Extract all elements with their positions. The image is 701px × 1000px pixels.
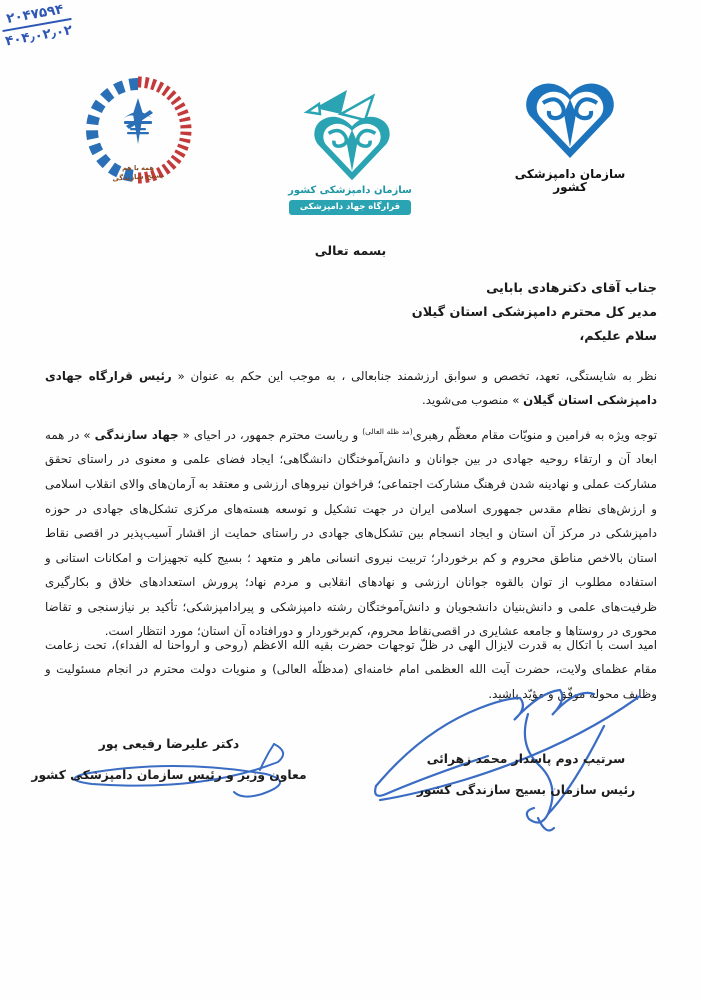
jahad-sazandegi-bold: جهاد سازندگی xyxy=(94,427,179,442)
p2-text-e: » در همه ابعاد آن و ارتقاء روحیه جهادی در بین جوانان و دانش‌آموختگان دانشگاهی؛ ایجاد فضای علمی و معنوی در راستای تحقق مشارکت عملی و نهادینه شدن فرهنگ مشارکت اجتماعی؛ فراخوان نیروهای ارزشی و معتقد به آرمان‌های والای انقلاب اسلامی و ارزش‌های نظام مقدس جمهوری اسلامی ایران در جهت تشکیل و توسعه هسته‌های مرکزی تشکل‌های جهادی در حوزه دامپزشکی در مرکز آن استان و ایجاد انسجام بین تشکل‌های جهادی در راستای حمایت از اقشار آسیب‌پذیر در اقصی نقاط استان بالاخص مناطق محروم و کم برخوردار؛ تربیت نیروی انسانی ماهر و متعهد ؛ بسیج کلیه تجهیزات و امکانات استانی و استفاده مطلوب از توان بالقوه جوانان ارزشی و نهادهای انقلابی و مردم نهاد؛ پرورش استعدادهای خلاق و بکارگیری ظرفیت‌های علمی و دانش‌بنیان دانشجویان و دانش‌آموختگان رشته دامپزشکی و پیرادامپزشکی؛ تأکید بر نیازسنجی و تقاضا محوری در روستاها و جامعه عشایری در اقصی‌نقاط محروم، کم‌برخوردار و دورافتاده آن استان؛ مورد انتظار است. xyxy=(45,427,657,639)
handwritten-number-top: ۲۰۴۷۵۹۴ xyxy=(0,0,71,32)
basij-sazandegi-logo xyxy=(80,74,196,181)
p1-text-c: » منصوب می‌شوید. xyxy=(422,393,524,408)
center-logo-banner: قرارگاه جهاد دامپزشکی xyxy=(289,200,411,215)
appointment-paragraph xyxy=(45,364,657,413)
signatory-right-block xyxy=(395,744,657,806)
veterinary-emblem-icon xyxy=(520,76,620,162)
besmele-heading: بسمه تعالی xyxy=(314,243,387,258)
p2-text-c: و ریاست محترم جمهور، در احیای « xyxy=(178,427,363,442)
veterinary-emblem-dove-icon xyxy=(295,86,405,182)
signatory-left-title: معاون وزیر و رئیس سازمان دامپزشکی کشور xyxy=(31,768,307,782)
closing-paragraph: امید است با اتکال به قدرت لایزال الهی در ظلّ توجهات حضرت بقیه الله الاعظم (روحی و ارواحنا له الفداء)، تحت زعامت مقام عظمای ولایت، حضرت آیت الله العظمی امام خامنه‌ای (مدظلّه العالی) و منویات دولت محترم در انجام مسئولیت و وظایف محوله موفّق و مؤیّد باشید. xyxy=(45,637,657,701)
basij-caption-hame-ba-ham: همه با هم xyxy=(122,164,154,172)
honorific-superscript: (مد ظله العالی) xyxy=(362,426,413,436)
duties-paragraph xyxy=(45,420,657,644)
p1-text-a: نظر به شایستگی، تعهد، تخصص و سوابق ارزشمند جنابعالی ، به موجب این حکم به عنوان « xyxy=(171,368,657,383)
center-logo-org-name: سازمان دامپزشکی کشور xyxy=(288,185,412,196)
handwritten-number-bottom: ۴۰۴٫۰۲٫۰۲ xyxy=(3,22,74,50)
recipient-name: جناب آقای دکترهادی بابایی xyxy=(486,281,657,296)
appointment-title: رئیس قرارگاه جهادی دامپزشکی استان گیلان xyxy=(45,368,657,408)
basij-caption-name: بسیج سازندگی xyxy=(112,171,164,183)
salutation: سلام علیکم، xyxy=(579,329,657,344)
veterinary-organization-logo xyxy=(498,76,642,193)
signatory-left-block xyxy=(28,729,310,791)
signatory-right-title: رئیس سازمان بسیج سازندگی کشور xyxy=(416,783,636,797)
recipient-block xyxy=(45,277,657,349)
veterinary-jihad-hq-logo xyxy=(283,86,417,215)
signatory-left-name: دکتر علیرضا رفیعی پور xyxy=(98,737,240,751)
handwritten-registry-numbers xyxy=(0,0,74,50)
signatory-right-name: سرتیپ دوم پاسدار محمد زهرائی xyxy=(426,752,626,766)
recipient-title: مدیر کل محترم دامپزشکی استان گیلان xyxy=(411,305,657,320)
right-logo-org-name: سازمان دامپزشکی کشور xyxy=(514,167,626,194)
p2-text-a: توجه ویژه به فرامین و منویّات مقام معظّم رهبری xyxy=(412,427,657,442)
